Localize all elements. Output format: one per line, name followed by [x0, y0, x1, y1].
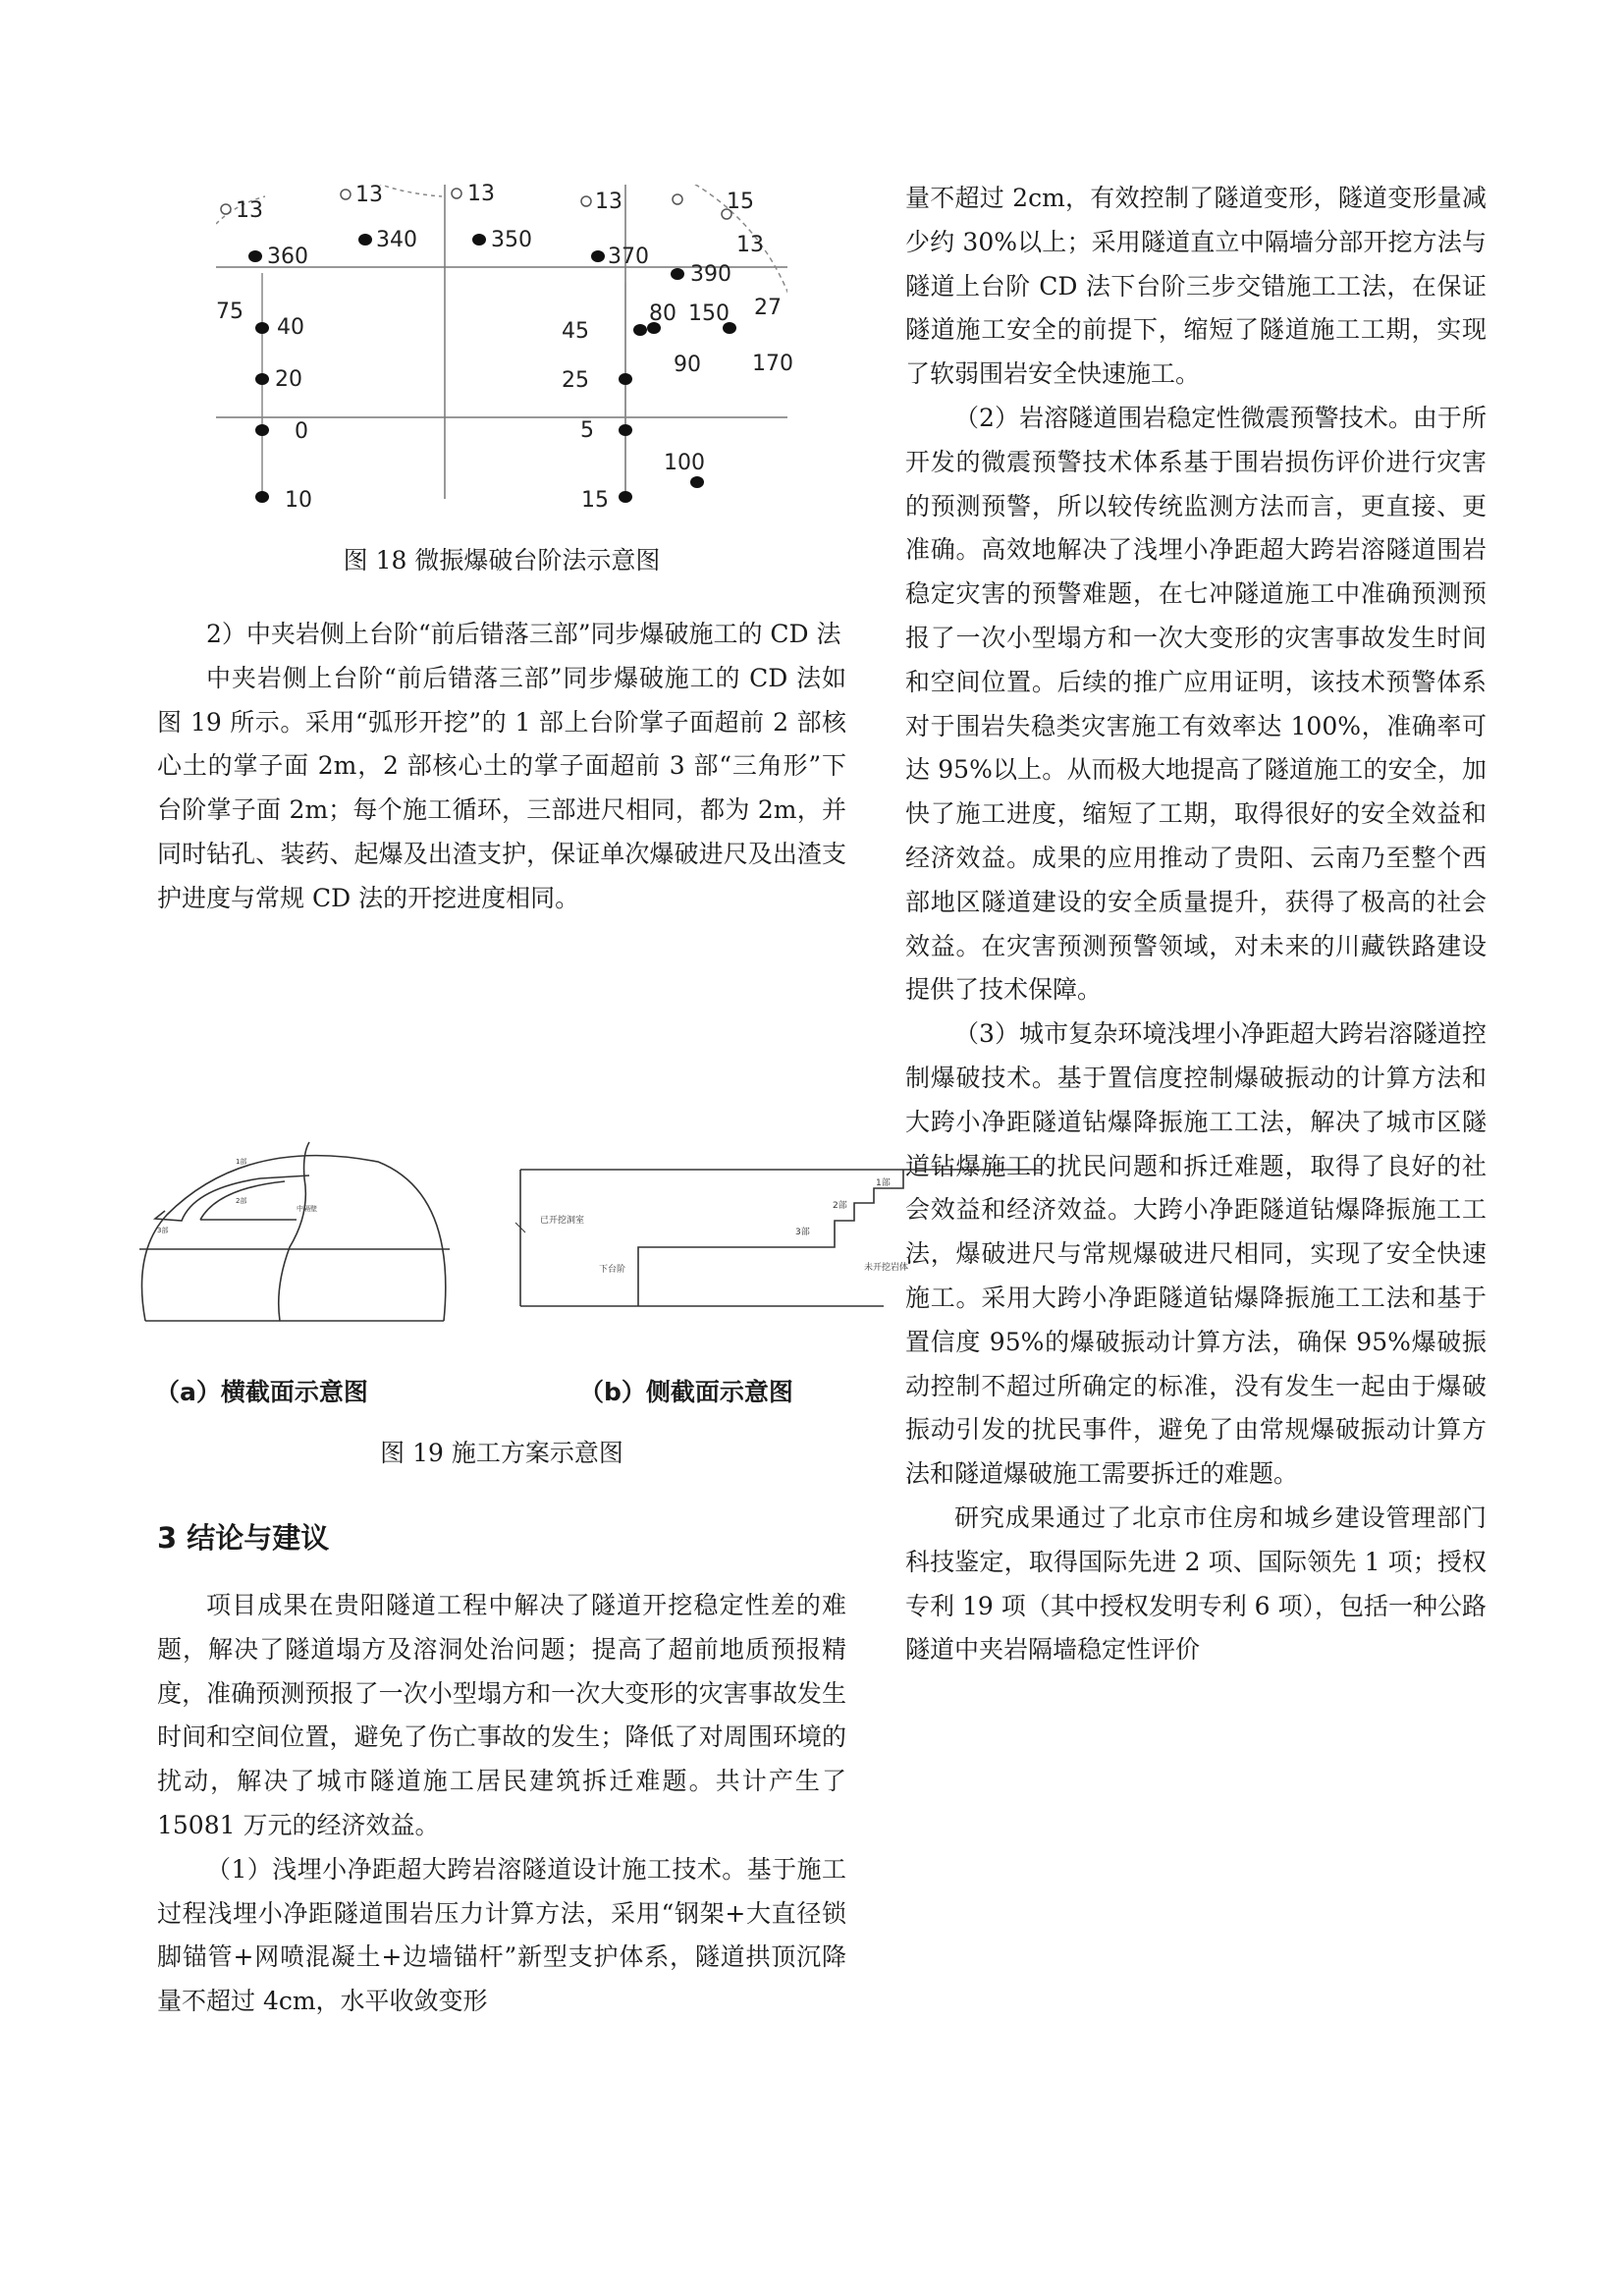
paragraph: 研究成果通过了北京市住房和城乡建设管理部门科技鉴定，取得国际先进 2 项、国际领先 1 项；授权专利 19 项（其中授权发明专利 6 项），包括一种公路隧道中夹岩隔墙稳定性评价	[905, 1503, 1488, 1665]
fig18-label: 13	[736, 233, 764, 257]
paragraph: （3）城市复杂环境浅埋小净距超大跨岩溶隧道控制爆破技术。基于置信度控制爆破振动的计算方法和大跨小净距隧道钻爆降振施工工法，解决了城市区隧道钻爆施工的扰民问题和拆迁难题，取得了良好的社会效益和经济效益。大跨小净距隧道钻爆降振施工工法，爆破进尺与常规爆破进尺相同，实现了安全快速施工。采用大跨小净距隧道钻爆降振施工工法和基于置信度 95%的爆破振动计算方法，确保 95%爆破振动控制不超过所确定的标准，没有发生一起由于爆破振动引发的扰民事件，避免了由常规爆破振动计算方法和隧道爆破施工需要拆迁的难题。	[905, 1019, 1487, 1489]
fig19b-label-2: 2部	[833, 1201, 847, 1211]
fig18-label: 45	[562, 319, 589, 344]
fig18-label: 75	[216, 300, 243, 324]
fig18-label: 0	[295, 419, 308, 444]
fig18-label: 360	[267, 245, 308, 269]
fig19a-cross-section	[137, 1134, 452, 1331]
fig18-label: 340	[376, 228, 417, 252]
fig19b-label-lower: 下台阶	[599, 1265, 626, 1275]
fig19a-label-3: 3部	[157, 1227, 169, 1234]
fig19-caption: 图 19 施工方案示意图	[380, 1439, 623, 1467]
fig19a-subcaption: （a）横截面示意图	[155, 1378, 368, 1406]
fig18-caption: 图 18 微振爆破台阶法示意图	[343, 546, 661, 574]
fig18-label: 40	[277, 315, 304, 340]
fig19a-label-wall: 中隔壁	[297, 1205, 317, 1213]
paragraph: （1）浅埋小净距超大跨岩溶隧道设计施工技术。基于施工过程浅埋小净距隧道围岩压力计算方法，采用“钢架+大直径锁脚锚管+网喷混凝土+边墙锚杆”新型支护体系，隧道拱顶沉降量不超过 4cm，水平收敛变形	[157, 1854, 846, 2016]
fig18-label: 90	[674, 353, 701, 377]
fig18-label: 5	[580, 418, 594, 443]
fig18-diagram	[216, 182, 793, 513]
fig18-label: 390	[690, 262, 731, 287]
fig19b-label-excavated: 已开挖洞室	[540, 1216, 585, 1226]
right-column	[905, 177, 1487, 1672]
paragraph: （2）岩溶隧道围岩稳定性微震预警技术。由于所开发的微震预警技术体系基于围岩损伤评价进行灾害的预测预警，所以较传统监测方法而言，更直接、更准确。高效地解决了浅埋小净距超大跨岩溶隧道围岩稳定灾害的预警难题，在七冲隧道施工中准确预测预报了一次小型塌方和一次大变形的灾害事故发生时间和空间位置。后续的推广应用证明，该技术预警体系对于围岩失稳类灾害施工有效率达 100%，准确率可达 95%以上。从而极大地提高了隧道施工的安全，加快了施工进度，缩短了工期，取得很好的安全效益和经济效益。成果的应用推动了贵阳、云南乃至整个西部地区隧道建设的安全质量提升，获得了极高的社会效益。在灾害预测预警领域，对未来的川藏铁路建设提供了技术保障。	[905, 403, 1487, 1005]
fig18-label: 150	[688, 301, 730, 326]
fig18-label: 27	[754, 296, 782, 320]
paragraph: 量不超过 2cm，有效控制了隧道变形，隧道变形量减少约 30%以上；采用隧道直立中隔墙分部开挖方法与隧道上台阶 CD 法下台阶三步交错施工工法，在保证隧道施工安全的前提下，缩短了隧道施工工期，实现了软弱围岩安全快速施工。	[905, 184, 1487, 389]
paragraph-cd-method: 中夹岩侧上台阶“前后错落三部”同步爆破施工的 CD 法如图 19 所示。采用“弧形开挖”的 1 部上台阶掌子面超前 2 部核心土的掌子面 2m，2 部核心土的掌子面超前 3 部“三角形”下台阶掌子面 2m；每个施工循环，三部进尺相同，都为 2m，并同时钻孔、装药、起爆及出渣支护，保证单次爆破进尺及出渣支护进度与常规 CD 法的开挖进度相同。	[157, 663, 846, 912]
fig18-label: 15	[727, 190, 754, 214]
fig18-label: 13	[236, 198, 263, 223]
fig18-label: 80	[649, 301, 676, 326]
fig19a-label-1: 1部	[236, 1158, 247, 1166]
fig19b-label-3: 3部	[795, 1228, 810, 1237]
fig18-label: 370	[608, 245, 649, 269]
fig18-label: 15	[581, 488, 609, 513]
section3-heading: 3 结论与建议	[157, 1521, 330, 1555]
fig19b-label-unexcavated: 未开挖岩体	[864, 1263, 909, 1273]
fig18-label: 25	[562, 368, 589, 393]
fig19a-label-2: 2部	[236, 1197, 247, 1205]
fig19b-subcaption: （b）侧截面示意图	[579, 1378, 793, 1406]
left-column-bottom	[157, 1584, 846, 2024]
fig18-label: 100	[664, 451, 705, 475]
fig18-label: 170	[752, 352, 793, 376]
fig18-label: 10	[285, 488, 312, 513]
fig18-label: 13	[467, 182, 495, 206]
fig19b-label-1: 1部	[876, 1178, 891, 1188]
fig18-label: 350	[491, 228, 532, 252]
left-column-top	[157, 613, 846, 921]
fig18-label: 13	[595, 190, 622, 214]
subsection2-title: 2）中夹岩侧上台阶“前后错落三部”同步爆破施工的 CD 法	[206, 620, 841, 648]
fig18-label: 13	[355, 183, 383, 207]
paragraph: 项目成果在贵阳隧道工程中解决了隧道开挖稳定性差的难题，解决了隧道塌方及溶洞处治问题；提高了超前地质预报精度，准确预测预报了一次小型塌方和一次大变形的灾害事故发生时间和空间位置，避免了伤亡事故的发生；降低了对周围环境的扰动，解决了城市隧道施工居民建筑拆迁难题。共计产生了 15081 万元的经济效益。	[157, 1591, 846, 1839]
fig18-label: 20	[275, 367, 302, 392]
